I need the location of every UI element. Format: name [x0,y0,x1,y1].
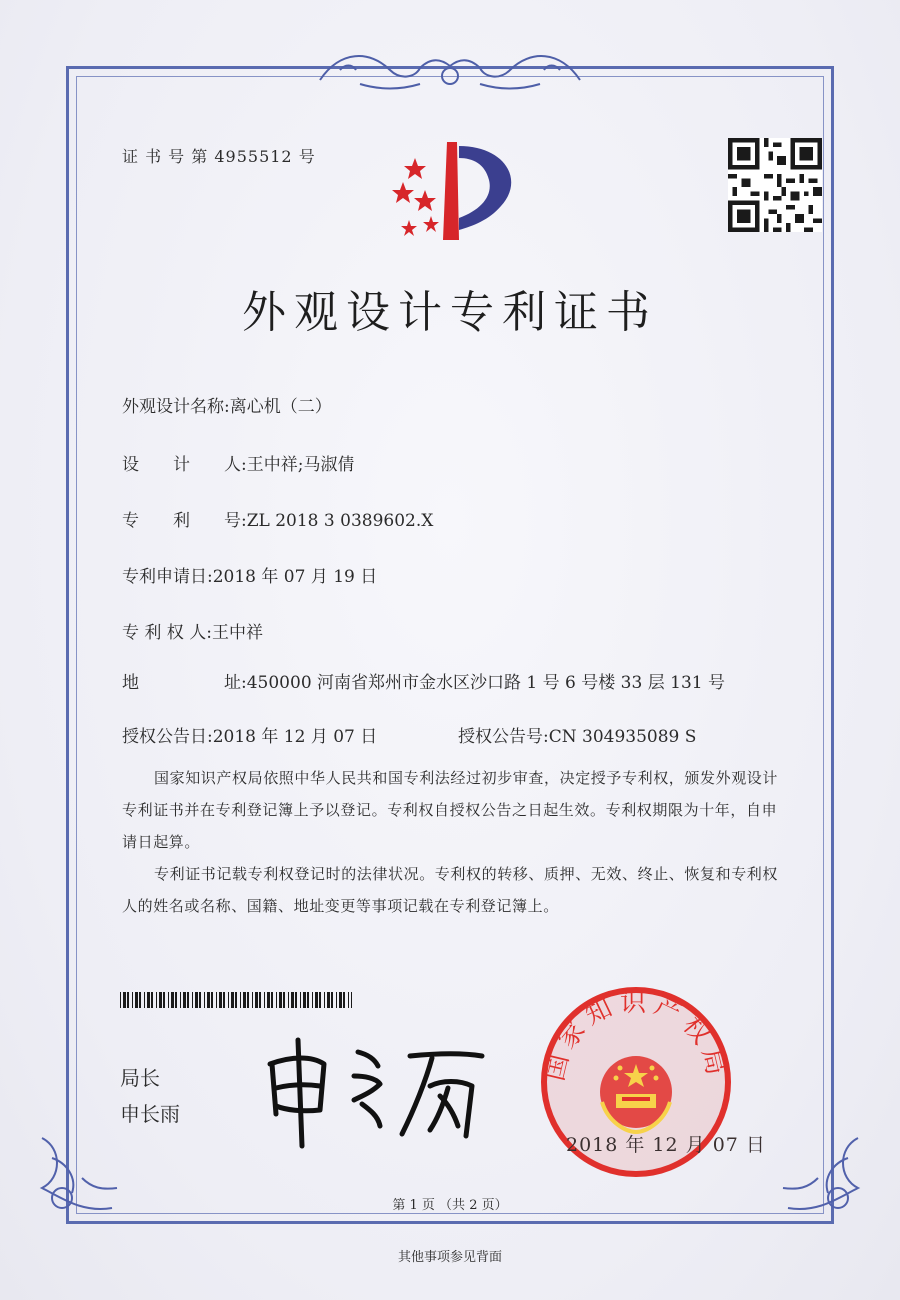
barcode-bar [235,992,237,1008]
field-value: 离心机（二） [229,397,332,417]
barcode-bar [300,992,301,1008]
field-label: 授权公告号: [458,727,549,747]
barcode-bar [259,992,261,1008]
field-grant-number [458,722,696,747]
barcode-bar [291,992,294,1008]
barcode-bar [315,992,318,1008]
field-designer [122,450,354,475]
barcode-bar [303,992,306,1008]
barcode-bar [231,992,234,1008]
barcode-bar [264,992,265,1008]
barcode-bar [207,992,210,1008]
field-address [122,668,725,693]
barcode-bar [228,992,229,1008]
barcode-bar [283,992,285,1008]
field-label: 外观设计名称: [122,397,230,417]
barcode-bar [223,992,225,1008]
field-grant-date [122,722,377,747]
barcode-bar [163,992,165,1008]
barcode-bar [319,992,321,1008]
barcode-bar [348,992,349,1008]
field-value: ZL 2018 3 0389602.X [246,511,434,531]
barcode-bar [159,992,162,1008]
statement-paragraph: 国家知识产权局依照中华人民共和国专利法经过初步审查，决定授予专利权，颁发外观设计专利证书并在专利登记簿上予以登记。专利权自授权公告之日起生效。专利权期限为十年，自申请日起算。 [122,769,779,851]
barcode-bar [271,992,273,1008]
field-label: 专 利 权 人: [122,623,212,643]
barcode-bar [144,992,145,1008]
barcode-bar [183,992,186,1008]
barcode-bar [288,992,289,1008]
barcode-bar [199,992,201,1008]
barcode-bar [219,992,222,1008]
barcode-bar [255,992,258,1008]
barcode-bar [175,992,177,1008]
barcode-bar [252,992,253,1008]
barcode-bar [312,992,313,1008]
barcode-bar [324,992,325,1008]
field-filing-date [122,562,377,587]
field-label: 设 计 人: [122,455,247,475]
barcode-icon [120,992,352,1008]
field-value: 450000 河南省郑州市金水区沙口路 1 号 6 号楼 33 层 131 号 [246,673,725,693]
qr-code-icon [728,138,822,232]
field-value: 2018 年 12 月 07 日 [212,727,378,747]
barcode-bar [211,992,213,1008]
barcode-bar [343,992,345,1008]
page-indicator: 第 1 页 （共 2 页） [392,1198,508,1213]
barcode-bar [243,992,246,1008]
barcode-bar [123,992,126,1008]
barcode-bar [204,992,205,1008]
field-label: 授权公告日: [122,727,213,747]
field-label: 专利申请日: [122,567,213,587]
barcode-bar [339,992,342,1008]
certificate-number: 证 书 号 第 4955512 号 [122,147,316,166]
barcode-bar [351,992,352,1008]
barcode-bar [139,992,141,1008]
barcode-bar [240,992,241,1008]
field-design-name [122,392,332,417]
footer-note: 其他事项参见背面 [397,1250,502,1265]
barcode-bar [120,992,121,1008]
barcode-bar [147,992,150,1008]
field-label: 专 利 号: [122,511,247,531]
field-value: 王中祥 [211,623,263,643]
seal-date: 2018 年 12 月 07 日 [566,1134,766,1156]
field-label: 地 址: [122,673,247,693]
barcode-bar [168,992,169,1008]
barcode-bar [307,992,309,1008]
field-value: 王中祥;马淑倩 [246,455,355,475]
barcode-bar [195,992,198,1008]
barcode-bar [216,992,217,1008]
director-title: 局长 [120,1066,160,1090]
barcode-bar [127,992,129,1008]
barcode-bar [331,992,333,1008]
barcode-bar [279,992,282,1008]
signature-icon [262,1030,492,1150]
top-ornament-icon [300,40,600,100]
barcode-bar [295,992,297,1008]
page-title: 外观设计专利证书 [242,287,658,338]
field-patentee [122,618,263,643]
barcode-bar [180,992,181,1008]
barcode-bar [135,992,138,1008]
field-value: 2018 年 07 月 19 日 [212,567,378,587]
barcode-bar [247,992,249,1008]
barcode-bar [336,992,337,1008]
seal-text: 国家知识产权局 [539,988,733,1084]
field-patent-number [122,506,433,531]
field-value: CN 304935089 S [548,727,697,747]
barcode-bar [187,992,189,1008]
statement-paragraph: 专利证书记载专利权登记时的法律状况。专利权的转移、质押、无效、终止、恢复和专利权人的姓名或名称、国籍、地址变更等事项记载在专利登记簿上。 [122,865,779,915]
barcode-bar [171,992,174,1008]
barcode-bar [192,992,193,1008]
director-name: 申长雨 [120,1102,180,1126]
barcode-bar [156,992,157,1008]
barcode-bar [267,992,270,1008]
barcode-bar [132,992,133,1008]
barcode-bar [276,992,277,1008]
barcode-bar [151,992,153,1008]
cnipa-logo-icon [385,140,525,250]
barcode-bar [327,992,330,1008]
